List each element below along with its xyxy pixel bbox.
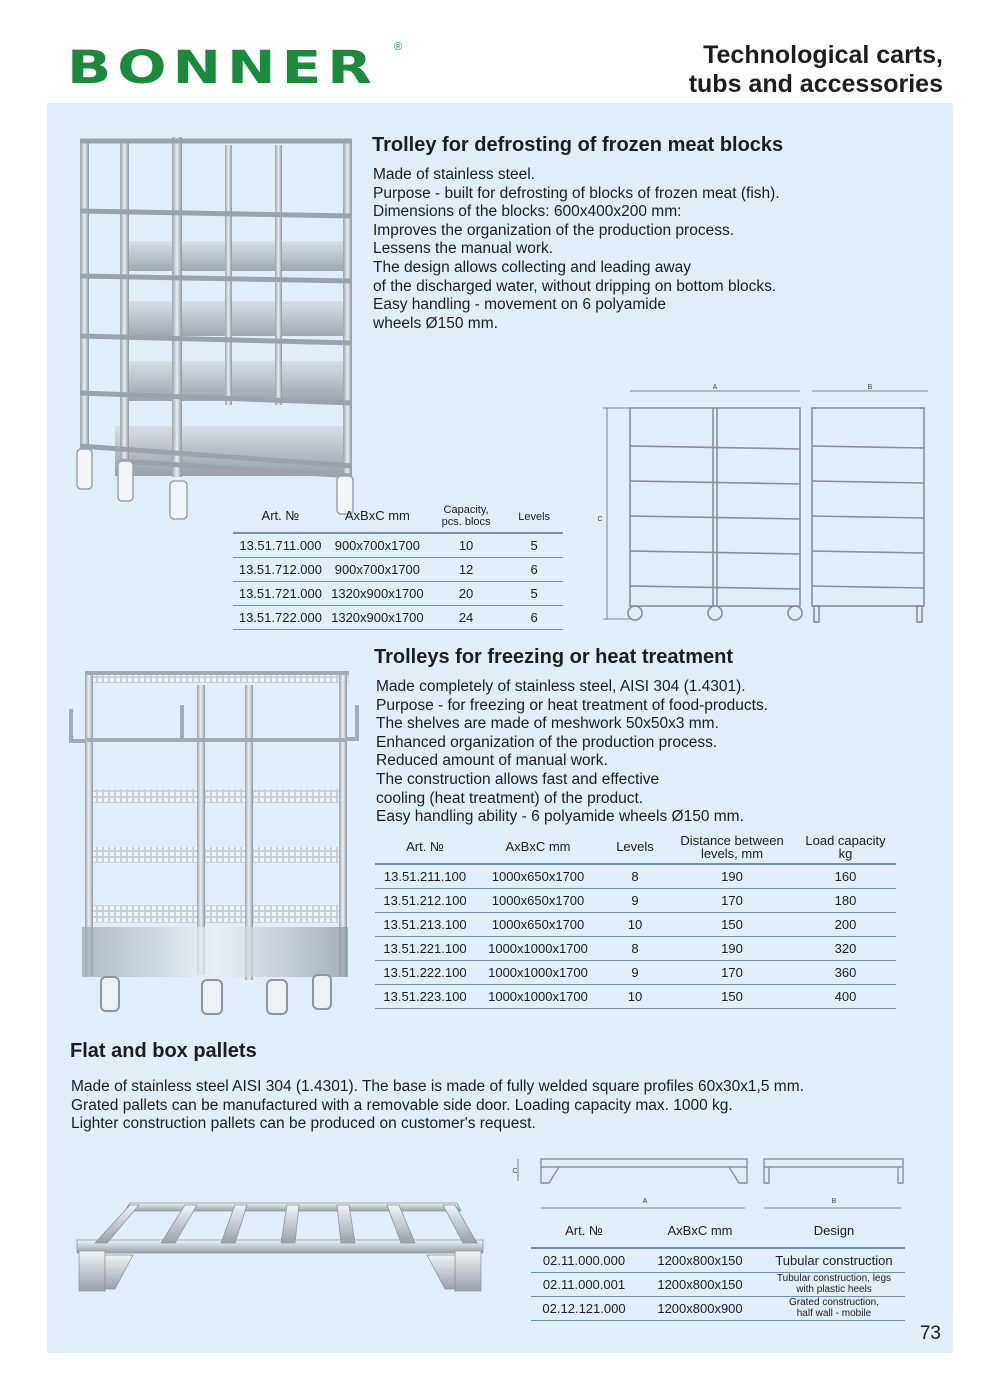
- description-line: wheels Ø150 mm.: [373, 314, 498, 332]
- cell-dimensions: 1000x1000x1700: [475, 936, 601, 960]
- dimension-label-c: C: [512, 1168, 518, 1175]
- column-header-levels-label: Levels: [518, 510, 551, 523]
- cell-levels: 6: [505, 605, 563, 629]
- cell-distance: 170: [669, 888, 795, 912]
- table-header-row: [531, 1214, 905, 1248]
- column-header-art: Art. №: [531, 1214, 637, 1248]
- freezing-trolley-title: Trolleys for freezing or heat treatment: [374, 646, 733, 668]
- cell-dimensions: 1200x800x150: [637, 1248, 763, 1272]
- column-header-levels: Levels: [601, 830, 669, 864]
- table-row: [531, 1272, 905, 1296]
- cell-load: 400: [795, 984, 896, 1008]
- registered-mark: ®: [394, 41, 403, 53]
- pallets-title: Flat and box pallets: [70, 1040, 257, 1062]
- table-row: [375, 888, 896, 912]
- cell-design: [763, 1272, 905, 1296]
- column-header-load-line2: kg: [838, 845, 853, 861]
- description-line: The construction allows fast and effective: [376, 770, 660, 788]
- cell-design-line1: Grated construction,: [788, 1297, 880, 1308]
- header: [47, 37, 953, 103]
- page-title-line2: tubs and accessories: [688, 70, 943, 98]
- brand-logo: BONNER: [67, 41, 378, 95]
- cell-art: 13.51.221.100: [375, 936, 475, 960]
- cell-dimensions: 900x700x1700: [328, 557, 427, 581]
- cell-distance: 150: [669, 984, 795, 1008]
- cell-load: 320: [795, 936, 896, 960]
- column-header-dimensions: AxBxC mm: [328, 499, 427, 533]
- cell-design-line1: Tubular construction, legs: [776, 1273, 892, 1284]
- cell-load: 360: [795, 960, 896, 984]
- pallets-table: [531, 1214, 905, 1321]
- column-header-dimensions: AxBxC mm: [475, 830, 601, 864]
- table-row: [233, 557, 563, 581]
- cell-capacity: 24: [427, 605, 505, 629]
- cell-distance: 150: [669, 912, 795, 936]
- cell-art: 02.12.121.000: [531, 1296, 637, 1320]
- column-header-load: [795, 830, 896, 864]
- cell-art: 02.11.000.000: [531, 1248, 637, 1272]
- dimension-label-a: A: [642, 1198, 648, 1205]
- description-line: Made completely of stainless steel, AISI 304 (1.4301).: [376, 678, 746, 695]
- description-line: Lighter construction pallets can be produced on customer's request.: [71, 1115, 536, 1133]
- table-row: [233, 605, 563, 629]
- column-header-capacity-line2: pcs. blocs: [441, 515, 491, 528]
- cell-load: 200: [795, 912, 896, 936]
- cell-design-line2: with plastic heels: [796, 1284, 872, 1295]
- description-line: Purpose - for freezing or heat treatment of food-products.: [376, 696, 769, 714]
- cell-capacity: 20: [427, 581, 505, 605]
- table-row: [233, 581, 563, 605]
- pallets-description: [71, 1078, 804, 1134]
- defrosting-trolley-photo: [75, 131, 360, 521]
- table-row: [531, 1296, 905, 1320]
- defrosting-trolley-title: Trolley for defrosting of frozen meat blocks: [372, 134, 784, 156]
- cell-levels: 5: [505, 581, 563, 605]
- cell-dimensions: 1000x650x1700: [475, 888, 601, 912]
- cell-dimensions: 1000x1000x1700: [475, 960, 601, 984]
- defrosting-trolley-table: [233, 499, 563, 630]
- column-header-distance-line1: Distance between: [680, 832, 784, 848]
- cell-dimensions: 1000x1000x1700: [475, 984, 601, 1008]
- cell-dimensions: 1320x900x1700: [328, 581, 427, 605]
- description-line: The shelves are made of meshwork 50x50x3 mm.: [376, 715, 719, 733]
- cell-levels: 10: [601, 984, 669, 1008]
- table-header-row: [375, 830, 896, 864]
- description-line: Enhanced organization of the production process.: [376, 733, 718, 751]
- description-line: Made of stainless steel AISI 304 (1.4301). The base is made of fully welded square profiles 60x30x1,5 mm.: [71, 1078, 804, 1095]
- cell-art: 13.51.711.000: [233, 533, 328, 557]
- table-row: [375, 960, 896, 984]
- dimension-label-a: A: [712, 384, 718, 391]
- cell-capacity: 12: [427, 557, 505, 581]
- page-number: 73: [919, 1323, 941, 1344]
- cell-design: Tubular construction: [763, 1248, 905, 1272]
- table-header-row: [233, 499, 563, 533]
- table-row: [531, 1248, 905, 1272]
- cell-art: 13.51.712.000: [233, 557, 328, 581]
- column-header-art: Art. №: [375, 830, 475, 864]
- description-line: Purpose - built for defrosting of blocks of frozen meat (fish).: [373, 184, 780, 202]
- description-line: Grated pallets can be manufactured with a removable side door. Loading capacity max. 1000 kg.: [71, 1096, 733, 1114]
- column-header-capacity: [427, 499, 505, 533]
- description-line: Easy handling - movement on 6 polyamide: [373, 296, 666, 314]
- cell-load: 160: [795, 864, 896, 888]
- defrosting-trolley-drawing: [595, 381, 935, 631]
- cell-design-line2: half wall - mobile: [796, 1308, 872, 1319]
- table-row: [375, 984, 896, 1008]
- table-row: [375, 864, 896, 888]
- cell-art: 13.51.211.100: [375, 864, 475, 888]
- cell-levels: 8: [601, 864, 669, 888]
- cell-art: 02.11.000.001: [531, 1272, 637, 1296]
- column-header-levels: [505, 499, 563, 533]
- column-header-distance-line2: levels, mm: [700, 845, 764, 861]
- freezing-trolley-table: [375, 830, 896, 1009]
- description-line: Lessens the manual work.: [373, 240, 554, 258]
- column-header-capacity-line1: Capacity,: [443, 503, 489, 516]
- cell-dimensions: 1320x900x1700: [328, 605, 427, 629]
- cell-levels: 9: [601, 960, 669, 984]
- description-line: of the discharged water, without dripping on bottom blocks.: [373, 277, 777, 295]
- table-row: [375, 912, 896, 936]
- freezing-trolley-photo: [67, 665, 362, 1017]
- cell-levels: 10: [601, 912, 669, 936]
- column-header-design: Design: [763, 1214, 905, 1248]
- flat-pallet-photo: [75, 1185, 487, 1295]
- cell-dimensions: 1200x800x150: [637, 1272, 763, 1296]
- column-header-art: Art. №: [233, 499, 328, 533]
- pallets-drawing: [509, 1151, 909, 1213]
- description-line: Easy handling ability - 6 polyamide wheels Ø150 mm.: [376, 808, 744, 826]
- description-line: Dimensions of the blocks: 600x400x200 mm:: [373, 203, 682, 221]
- cell-dimensions: 1200x800x900: [637, 1296, 763, 1320]
- description-line: Made of stainless steel.: [373, 166, 535, 183]
- cell-art: 13.51.722.000: [233, 605, 328, 629]
- cell-distance: 170: [669, 960, 795, 984]
- column-header-dimensions: AxBxC mm: [637, 1214, 763, 1248]
- table-row: [233, 533, 563, 557]
- page-title-line1: Technological carts,: [703, 41, 943, 69]
- cell-levels: 5: [505, 533, 563, 557]
- description-line: The design allows collecting and leading away: [373, 258, 691, 276]
- dimension-label-c: C: [597, 516, 603, 523]
- description-line: Improves the organization of the production process.: [373, 221, 735, 239]
- freezing-trolley-description: [376, 678, 768, 827]
- cell-capacity: 10: [427, 533, 505, 557]
- column-header-load-line1: Load capacity: [805, 832, 886, 848]
- dimension-label-b: B: [867, 384, 873, 391]
- cell-art: 13.51.721.000: [233, 581, 328, 605]
- cell-distance: 190: [669, 936, 795, 960]
- cell-levels: 9: [601, 888, 669, 912]
- catalog-page: [47, 37, 953, 1353]
- table-row: [375, 936, 896, 960]
- description-line: Reduced amount of manual work.: [376, 752, 608, 770]
- defrosting-trolley-description: [373, 166, 780, 333]
- description-line: cooling (heat treatment) of the product.: [376, 789, 644, 807]
- cell-design: [763, 1296, 905, 1320]
- cell-dimensions: 1000x650x1700: [475, 912, 601, 936]
- cell-art: 13.51.222.100: [375, 960, 475, 984]
- cell-distance: 190: [669, 864, 795, 888]
- cell-art: 13.51.212.100: [375, 888, 475, 912]
- cell-load: 180: [795, 888, 896, 912]
- cell-levels: 6: [505, 557, 563, 581]
- cell-dimensions: 900x700x1700: [328, 533, 427, 557]
- cell-dimensions: 1000x650x1700: [475, 864, 601, 888]
- dimension-label-b: B: [831, 1198, 837, 1205]
- column-header-distance: [669, 830, 795, 864]
- page-title: [689, 41, 943, 99]
- cell-art: 13.51.223.100: [375, 984, 475, 1008]
- cell-art: 13.51.213.100: [375, 912, 475, 936]
- cell-levels: 8: [601, 936, 669, 960]
